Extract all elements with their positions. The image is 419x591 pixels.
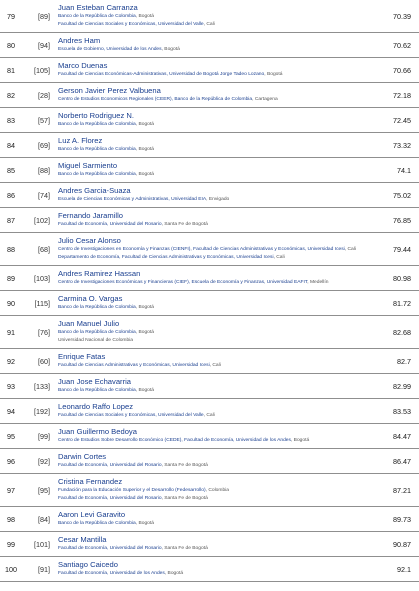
previous-rank-cell: [133] [34,381,50,391]
rank-cell: 80 [7,40,15,50]
rank-cell: 89 [7,273,15,283]
affiliation-line [58,495,379,503]
affiliation-location: , Colombia [205,487,229,493]
table-row [0,133,419,158]
previous-rank-cell: [94] [38,40,50,50]
score-cell: 86.47 [393,456,411,466]
author-name-link[interactable]: Miguel Sarmiento [58,160,118,170]
affiliation-line [58,254,379,262]
author-cell [54,294,379,312]
institution-link[interactable]: Centro de Estudios Economicos Regionales (CEER), Banco de la República de Colombia [58,96,253,102]
affiliation-location: , Santa Fe de Bogotá [161,462,208,468]
affiliation-location: Universidad Nacional de Colombia [58,338,134,343]
affiliation-location: , Bogotá [135,520,154,526]
table-row [0,208,419,233]
author-cell [54,510,379,528]
institution-link[interactable]: Banco de la República de Colombia [58,171,136,177]
institution-link[interactable]: Facultad de Ciencias Sociales y Económicas, Universidad del Valle [58,22,204,27]
author-cell [54,86,379,104]
rank-cell: 92 [7,356,15,366]
affiliation-location: , Santa Fe de Bogotá [161,221,208,227]
affiliation-line [58,462,379,470]
score-cell: 72.45 [393,115,411,125]
institution-link[interactable]: Facultad de Ciencias Administrativas y Económicas, Universidad Icesi [58,362,210,368]
author-cell [54,352,379,370]
previous-rank-cell: [69] [38,140,50,150]
author-cell [54,452,379,470]
table-row [0,399,419,424]
institution-link[interactable]: Banco de la República de Colombia [58,121,136,127]
institution-link[interactable]: Facultad de Economía, Universidad de los Andes [58,570,165,576]
author-cell [54,236,379,263]
affiliation-location: , Bogotá [135,387,154,393]
score-cell: 80.98 [393,273,411,283]
previous-rank-cell: [60] [38,356,50,366]
score-cell: 73.32 [393,140,411,150]
institution-link[interactable]: Centro de Estudios Sobre Desarrollo Económico (CEDE), Facultad de Economía, Universidad de los Andes [58,437,291,443]
previous-rank-cell: [192] [34,406,50,416]
rank-cell: 84 [7,140,15,150]
rank-cell: 94 [7,406,15,416]
author-cell [54,136,379,154]
rank-cell: 97 [7,485,15,495]
affiliation-location: , Cali [203,412,215,418]
author-name-link[interactable]: Gerson Javier Perez Valbuena [58,85,161,95]
author-cell [54,269,379,287]
rank-cell: 100 [5,564,17,574]
affiliation-location: , Santa Fe de Bogotá [161,545,208,551]
author-name-link[interactable]: Norberto Rodriguez N. [58,110,134,120]
previous-rank-cell: [115] [34,298,50,308]
author-name-link[interactable]: Andres Ramirez Hassan [58,268,141,278]
previous-rank-cell: [102] [34,215,50,225]
table-row [0,557,419,582]
author-cell [54,477,379,504]
author-cell [54,3,379,30]
author-name-link[interactable]: Juan Guillermo Bedoya [58,426,137,436]
score-cell: 70.62 [393,40,411,50]
author-name-link[interactable]: Aaron Levi Garavito [58,509,126,519]
author-name-link[interactable]: Luz A. Florez [58,135,103,145]
affiliation-line [58,412,379,420]
table-row [0,233,419,266]
author-cell [54,535,379,553]
author-name-link[interactable]: Juan Jose Echavarria [58,376,132,386]
affiliation-location: , Bogotá [135,329,154,335]
score-cell: 90.87 [393,539,411,549]
affiliation-location: , Bogotá [161,46,180,52]
table-row [0,474,419,507]
institution-link[interactable]: Centro de Investigaciones en Economía y Finanzas (CIENFI), Facultad de Ciencias Administrativas y Económicas, Universidad Icesi [58,246,345,252]
affiliation-line [58,387,379,395]
table-row [0,449,419,474]
affiliation-line [58,279,379,287]
score-cell: 84.47 [393,431,411,441]
affiliation-location: , Cali [344,246,356,252]
score-cell: 70.66 [393,65,411,75]
affiliation-line [58,246,379,254]
table-row [0,316,419,349]
previous-rank-cell: [89] [38,11,50,21]
rank-cell: 99 [7,539,15,549]
affiliation-line [58,437,379,445]
affiliation-location: , Bogotá [135,304,154,310]
previous-rank-cell: [76] [38,327,50,337]
author-name-link[interactable]: Andres Garcia-Suaza [58,185,131,195]
affiliation-location: , Envigado [206,196,230,202]
previous-rank-cell: [91] [38,564,50,574]
author-name-link[interactable]: Carmina O. Vargas [58,293,123,303]
author-cell [54,402,379,420]
author-name-link[interactable]: Marco Duenas [58,60,108,70]
author-cell [54,161,379,179]
affiliation-line [58,362,379,370]
affiliation-line [58,121,379,129]
rank-cell: 93 [7,381,15,391]
rank-cell: 88 [7,244,15,254]
institution-link[interactable]: Facultad de Economía, Universidad del Rosario [58,496,162,501]
institution-link[interactable]: Banco de la República de Colombia [58,304,136,310]
institution-link[interactable]: Departamento de Economía, Facultad de Ciencias Administrativas y Económicas, Universidad Icesi [58,255,274,260]
previous-rank-cell: [105] [34,65,50,75]
score-cell: 83.53 [393,406,411,416]
affiliation-location: , Santa Fe de Bogotá [161,496,208,501]
author-cell [54,560,379,578]
affiliation-location: , Bogotá [164,570,184,576]
author-cell [54,211,379,229]
score-cell: 70.39 [393,11,411,21]
rank-cell: 79 [7,11,15,21]
previous-rank-cell: [74] [38,190,50,200]
score-cell: 89.73 [393,514,411,524]
institution-link[interactable]: Centro de Investigaciones Económicas y Financieras (CIEF), Escuela de Economía y Finanzas, Universidad EAFIT [58,279,308,285]
affiliation-location: , Cali [203,22,215,27]
table-row [0,424,419,449]
affiliation-location: , Cali [273,255,285,260]
rank-cell: 91 [7,327,15,337]
table-row [0,349,419,374]
affiliation-line [58,196,379,204]
rank-cell: 82 [7,90,15,100]
table-row [0,83,419,108]
score-cell: 81.72 [393,298,411,308]
affiliation-line [58,146,379,154]
previous-rank-cell: [28] [38,90,50,100]
score-cell: 82.68 [393,327,411,337]
affiliation-line [58,337,379,345]
previous-rank-cell: [103] [34,273,50,283]
score-cell: 74.1 [397,165,411,175]
score-cell: 82.7 [397,356,411,366]
affiliation-location: , Medellín [307,279,329,285]
score-cell: 79.44 [393,244,411,254]
rank-cell: 90 [7,298,15,308]
score-cell: 76.85 [393,215,411,225]
affiliation-line [58,71,379,79]
affiliation-line [58,221,379,229]
rank-cell: 85 [7,165,15,175]
table-row [0,507,419,532]
affiliation-line [58,545,379,553]
author-cell [54,319,379,346]
previous-rank-cell: [57] [38,115,50,125]
affiliation-line [58,46,379,54]
affiliation-location: , Bogotá [264,71,283,77]
rank-cell: 95 [7,431,15,441]
author-cell [54,36,379,54]
table-row [0,183,419,208]
table-row [0,58,419,83]
affiliation-location: , Bogotá [135,13,154,19]
author-cell [54,377,379,395]
author-name-link[interactable]: Fernando Jaramillo [58,210,123,220]
table-row [0,158,419,183]
rank-cell: 86 [7,190,15,200]
affiliation-line [58,304,379,312]
table-row [0,0,419,33]
institution-link[interactable]: Banco de la República de Colombia [58,13,136,19]
author-name-link[interactable]: Juan Manuel Julio [58,318,120,328]
rank-cell: 83 [7,115,15,125]
affiliation-line [58,570,379,578]
institution-link[interactable]: Fundación para la Educación Superior y el Desarrollo (Fedesarrollo) [58,487,206,493]
author-name-link[interactable]: Enrique Fatas [58,351,106,361]
institution-link[interactable]: Escuela de Gobierno, Universidad de los Andes [58,46,162,52]
affiliation-location: , Bogotá [135,171,154,177]
institution-link[interactable]: Facultad de Ciencias Sociales y Económicas, Universidad del Valle [58,412,204,418]
table-row [0,374,419,399]
author-cell [54,427,379,445]
table-row [0,266,419,291]
institution-link[interactable]: Facultad de Ciencias Económicas-Administrativas, Universidad de Bogotá Jorge Tadeo Lozano [58,71,265,77]
author-cell [54,186,379,204]
author-cell [54,61,379,79]
author-name-link[interactable]: Darwin Cortes [58,451,107,461]
score-cell: 75.02 [393,190,411,200]
score-cell: 72.18 [393,90,411,100]
score-cell: 82.99 [393,381,411,391]
author-name-link[interactable]: Santiago Caicedo [58,559,118,569]
author-name-link[interactable]: Cristina Fernandez [58,476,123,486]
affiliation-location: , Cali [209,362,221,368]
author-name-link[interactable]: Juan Esteban Carranza [58,2,138,12]
affiliation-line [58,329,379,337]
author-name-link[interactable]: Cesar Mantilla [58,534,107,544]
author-cell [54,111,379,129]
previous-rank-cell: [84] [38,514,50,524]
score-cell: 92.1 [397,564,411,574]
rank-cell: 96 [7,456,15,466]
affiliation-line [58,96,379,104]
rank-cell: 98 [7,514,15,524]
author-name-link[interactable]: Julio Cesar Alonso [58,235,121,245]
table-row [0,33,419,58]
affiliation-location: , Bogotá [135,146,154,152]
institution-link[interactable]: Facultad de Economía, Universidad del Rosario [58,462,162,468]
table-row [0,108,419,133]
rank-cell: 87 [7,215,15,225]
previous-rank-cell: [88] [38,165,50,175]
institution-link[interactable]: Banco de la República de Colombia [58,387,136,393]
table-row [0,291,419,316]
previous-rank-cell: [101] [34,539,50,549]
affiliation-line [58,171,379,179]
previous-rank-cell: [95] [38,485,50,495]
previous-rank-cell: [68] [38,244,50,254]
author-name-link[interactable]: Leonardo Raffo Lopez [58,401,134,411]
previous-rank-cell: [99] [38,431,50,441]
institution-link[interactable]: Facultad de Economía, Universidad del Rosario [58,545,162,551]
institution-link[interactable]: Banco de la República de Colombia [58,329,136,335]
affiliation-line [58,13,379,21]
affiliation-line [58,520,379,528]
author-name-link[interactable]: Andres Ham [58,35,101,45]
institution-link[interactable]: Facultad de Economía, Universidad del Rosario [58,221,162,227]
institution-link[interactable]: Banco de la República de Colombia [58,520,136,526]
score-cell: 87.21 [393,485,411,495]
affiliation-location: , Cartagena [252,96,278,102]
institution-link[interactable]: Banco de la República de Colombia [58,146,136,152]
rank-cell: 81 [7,65,15,75]
affiliation-line [58,21,379,29]
previous-rank-cell: [92] [38,456,50,466]
affiliation-location: , Bogotá [135,121,154,127]
institution-link[interactable]: Escuela de Ciencias Económicas y Administrativas, Universidad EIA [58,196,207,202]
affiliation-line [58,487,379,495]
table-row [0,532,419,557]
affiliation-location: , Bogotá [290,437,310,443]
